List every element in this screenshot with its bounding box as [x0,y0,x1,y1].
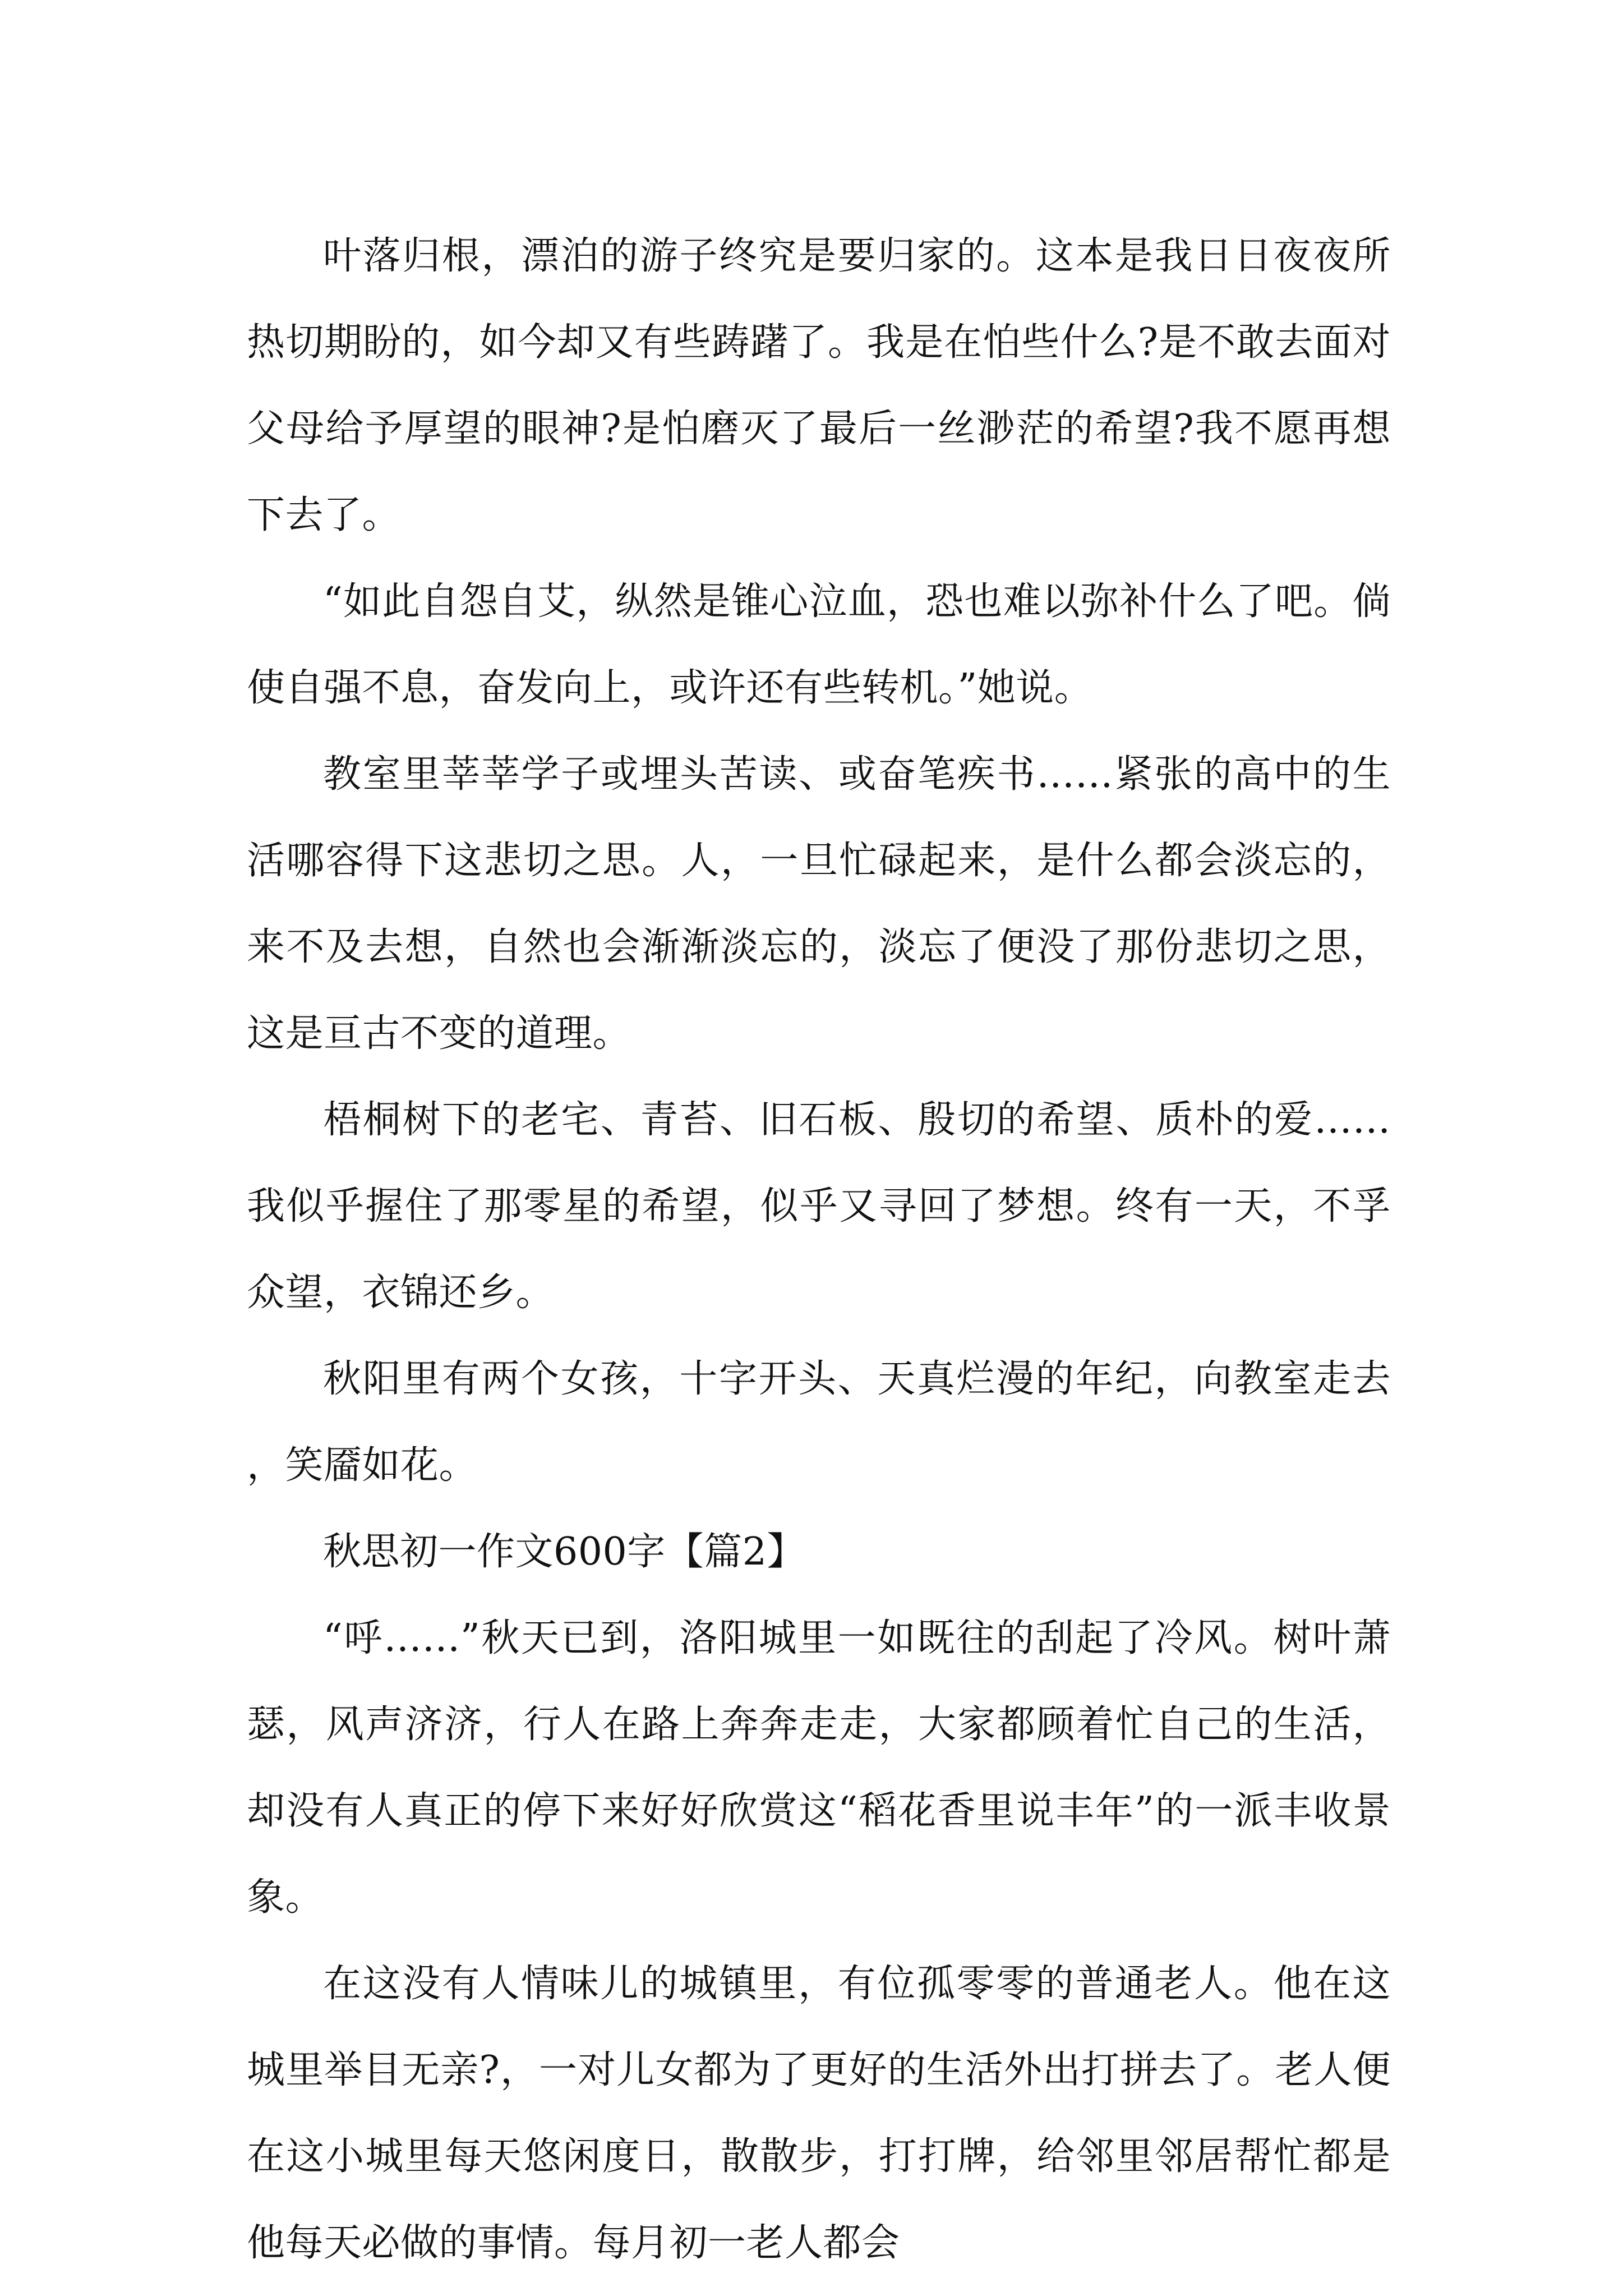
paragraph: 在这没有人情味儿的城镇里，有位孤零零的普通老人。他在这城里举目无亲?，一对儿女都为了更好的生活外出打拼去了。老人便在这小城里每天悠闲度日，散散步，打打牌，给邻里邻居帮忙都是他每天必做的事情。每月初一老人都会 [247,1962,1391,2265]
paragraph: “呼……”秋天已到，洛阳城里一如既往的刮起了冷风。树叶萧瑟，风声济济，行人在路上奔奔走走，大家都顾着忙自己的生活，却没有人真正的停下来好好欣赏这“稻花香里说丰年”的一派丰收景象。 [247,1616,1391,1920]
paragraph: 教室里莘莘学子或埋头苦读、或奋笔疾书……紧张的高中的生活哪容得下这悲切之思。人，一旦忙碌起来，是什么都会淡忘的，来不及去想，自然也会渐渐淡忘的，淡忘了便没了那份悲切之思，这是亘古不变的道理。 [247,752,1391,1056]
paragraph: 秋阳里有两个女孩，十字开头、天真烂漫的年纪，向教室走去，笑靥如花。 [247,1357,1391,1488]
paragraph: 叶落归根，漂泊的游子终究是要归家的。这本是我日日夜夜所热切期盼的，如今却又有些踌躇了。我是在怕些什么?是不敢去面对父母给予厚望的眼神?是怕磨灭了最后一丝渺茫的希望?我不愿再想下去了。 [247,234,1391,537]
article-body [247,213,1391,2286]
paragraph: “如此自怨自艾，纵然是锥心泣血，恐也难以弥补什么了吧。倘使自强不息，奋发向上，或许还有些转机。”她说。 [247,579,1391,710]
paragraph: 梧桐树下的老宅、青苔、旧石板、殷切的希望、质朴的爱……我似乎握住了那零星的希望，似乎又寻回了梦想。终有一天，不孚众望，衣锦还乡。 [247,1098,1391,1315]
section-heading: 秋思初一作文600字【篇2】 [323,1530,806,1574]
